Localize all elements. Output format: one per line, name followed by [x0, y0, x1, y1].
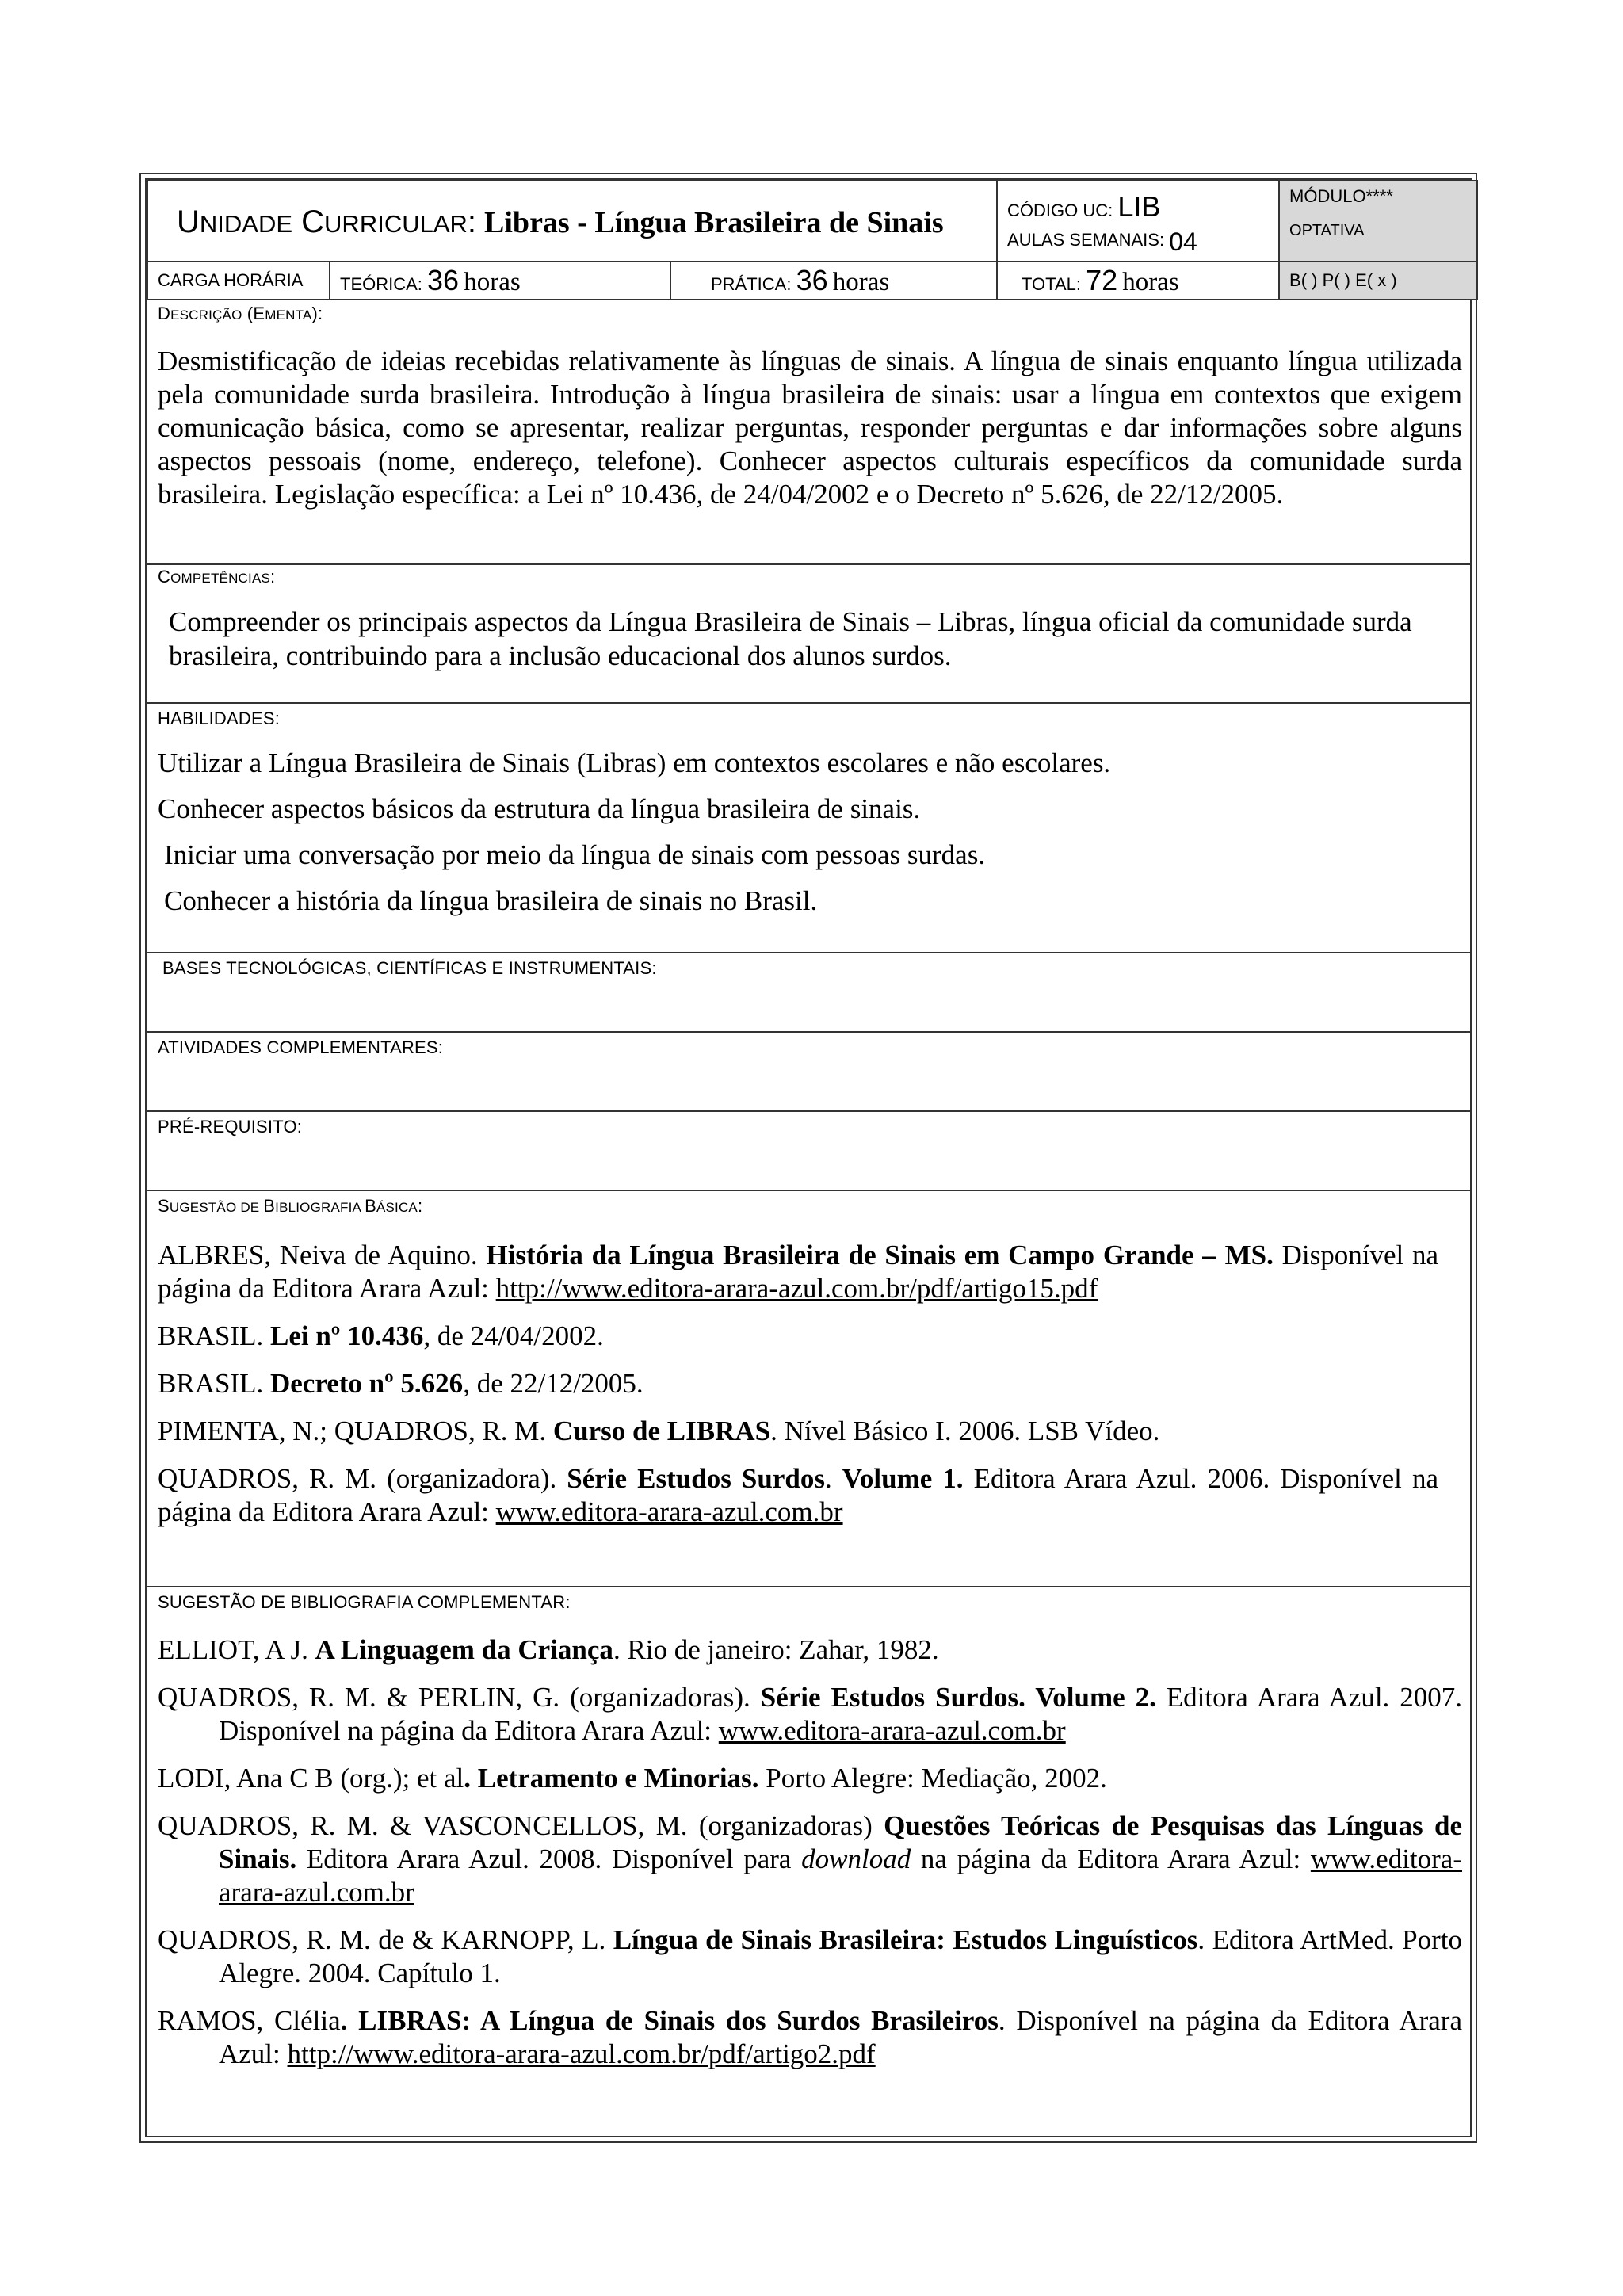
habilidade-item: Iniciar uma conversação por meio da língua de sinais com pessoas surdas. — [164, 839, 986, 870]
bib-complementar-list — [158, 1633, 1462, 2071]
bib-link[interactable]: http://www.editora-arara-azul.com.br/pdf/artigo15.pdf — [495, 1273, 1098, 1304]
total-cell: TOTAL: 72 horas — [997, 262, 1279, 300]
section-bases — [147, 952, 1470, 1031]
section-bib-complementar — [147, 1586, 1470, 2188]
bib-ref: QUADROS, R. M. de & KARNOPP, L. Língua de Sinais Brasileira: Estudos Linguísticos. Editora ArtMed. Porto Alegre. 2004. Capítulo 1. — [158, 1924, 1462, 1988]
bib-ref: QUADROS, R. M. & PERLIN, G. (organizadoras). Série Estudos Surdos. Volume 2. Editora Arara Azul. 2007. Disponível na página da Editora Arara Azul: www.editora-arara-azul.com.br — [158, 1682, 1462, 1746]
bib-ref: ALBRES, Neiva de Aquino. História da Língua Brasileira de Sinais em Campo Grande – MS. Disponível na página da Editora Arara Azul: http://www.editora-arara-azul.com.br/pdf/artigo15.pdf — [158, 1240, 1438, 1304]
codigo-uc: CÓDIGO UC: LIB — [1007, 189, 1161, 223]
bib-ref: BRASIL. Lei nº 10.436, de 24/04/2002. — [158, 1320, 604, 1351]
bib-basica-list — [158, 1239, 1438, 1529]
bib-complementar-label: SUGESTÃO DE BIBLIOGRAFIA COMPLEMENTAR: — [158, 1592, 571, 1612]
bib-ref: QUADROS, R. M. & VASCONCELLOS, M. (organizadoras) Questões Teóricas de Pesquisas das Línguas de Sinais. Editora Arara Azul. 2008. Disponível para download na página da Editora Arara Azul: www.editora-arara-azul.com.br — [158, 1810, 1462, 1908]
bib-link[interactable]: http://www.editora-arara-azul.com.br/pdf/artigo2.pdf — [287, 2038, 876, 2069]
code-cell — [997, 181, 1279, 262]
prerequisito-label: PRÉ-REQUISITO: — [158, 1117, 303, 1137]
bases-label: BASES TECNOLÓGICAS, CIENTÍFICAS E INSTRUMENTAIS: — [162, 958, 657, 978]
header-table — [147, 180, 1478, 300]
habilidade-item: Conhecer aspectos básicos da estrutura da língua brasileira de sinais. — [158, 793, 921, 824]
habilidade-item: Conhecer a história da língua brasileira de sinais no Brasil. — [164, 885, 818, 916]
carga-horaria-label: CARGA HORÁRIA — [147, 262, 330, 300]
bpe-cell: B( ) P( ) E( x ) — [1279, 262, 1477, 300]
form-inner-border — [145, 178, 1472, 2137]
bib-ref: BRASIL. Decreto nº 5.626, de 22/12/2005. — [158, 1368, 643, 1399]
competencias-label: COMPETÊNCIAS: — [158, 567, 276, 586]
habilidades-list — [158, 747, 1470, 918]
habilidade-item: Utilizar a Língua Brasileira de Sinais (Libras) em contextos escolares e não escolares. — [158, 747, 1111, 778]
atividades-label: ATIVIDADES COMPLEMENTARES: — [158, 1037, 444, 1057]
descricao-text: Desmistificação de ideias recebidas relativamente às línguas de sinais. A língua de sinais enquanto língua utilizada pela comunidade surda brasileira. Introdução à língua brasileira de sinais: usar a língua em contextos que exigem comunicação básica, como se apresentar, realizar perguntas, responder perguntas e dar informações sobre alguns aspectos pessoais (nome, endereço, telefone). Conhecer aspectos culturais específicos da comunidade surda brasileira. Legislação específica: a Lei nº 10.436, de 24/04/2002 e o Decreto nº 5.626, de 22/12/2005. — [158, 346, 1462, 510]
aulas-semanais: AULAS SEMANAIS: 04 — [1007, 227, 1197, 257]
bib-link[interactable]: www.editora-arara-azul.com.br — [495, 1496, 843, 1527]
section-competencias — [147, 563, 1470, 702]
bib-ref: RAMOS, Clélia. LIBRAS: A Língua de Sinais dos Surdos Brasileiros. Disponível na página da Editora Arara Azul: http://www.editora-arara-azul.com.br/pdf/artigo2.pdf — [158, 2005, 1462, 2069]
bib-link[interactable]: www.editora-arara-azul.com.br — [718, 1715, 1066, 1746]
bib-ref: QUADROS, R. M. (organizadora). Série Estudos Surdos. Volume 1. Editora Arara Azul. 2006. Disponível na página da Editora Arara Azul: www.editora-arara-azul.com.br — [158, 1463, 1438, 1527]
bib-ref: ELLIOT, A J. A Linguagem da Criança. Rio de janeiro: Zahar, 1982. — [158, 1634, 939, 1665]
curriculum-form — [139, 173, 1477, 2143]
descricao-label: DESCRIÇÃO (EMENTA): — [158, 304, 323, 323]
bib-ref: PIMENTA, N.; QUADROS, R. M. Curso de LIBRAS. Nível Básico I. 2006. LSB Vídeo. — [158, 1415, 1160, 1446]
section-prerequisito — [147, 1110, 1470, 1190]
section-descricao — [147, 300, 1470, 563]
bib-ref: LODI, Ana C B (org.); et al. Letramento e Minorias. Porto Alegre: Mediação, 2002. — [158, 1763, 1107, 1794]
section-habilidades — [147, 702, 1470, 952]
unit-label: UNIDADE CURRICULAR: — [177, 204, 477, 239]
modulo-label: MÓDULO**** — [1289, 186, 1393, 206]
unit-title-cell — [147, 181, 997, 262]
habilidades-label: HABILIDADES: — [158, 709, 281, 728]
section-atividades — [147, 1031, 1470, 1110]
module-cell — [1279, 181, 1477, 262]
unit-title: Libras - Língua Brasileira de Sinais — [484, 205, 944, 239]
competencias-text: Compreender os principais aspectos da Língua Brasileira de Sinais – Libras, língua oficial da comunidade surda brasileira, contribuindo para a inclusão educacional dos alunos surdos. — [169, 606, 1412, 671]
modulo-value: OPTATIVA — [1289, 222, 1365, 240]
pratica-cell: PRÁTICA: 36 horas — [670, 262, 997, 300]
section-bib-basica — [147, 1190, 1470, 1586]
teorica-cell: TEÓRICA: 36 horas — [330, 262, 670, 300]
bib-link[interactable]: www.editora-arara-azul.com.br — [219, 1843, 1462, 1908]
bib-basica-label: SUGESTÃO DE BIBLIOGRAFIA BÁSICA: — [158, 1196, 423, 1216]
